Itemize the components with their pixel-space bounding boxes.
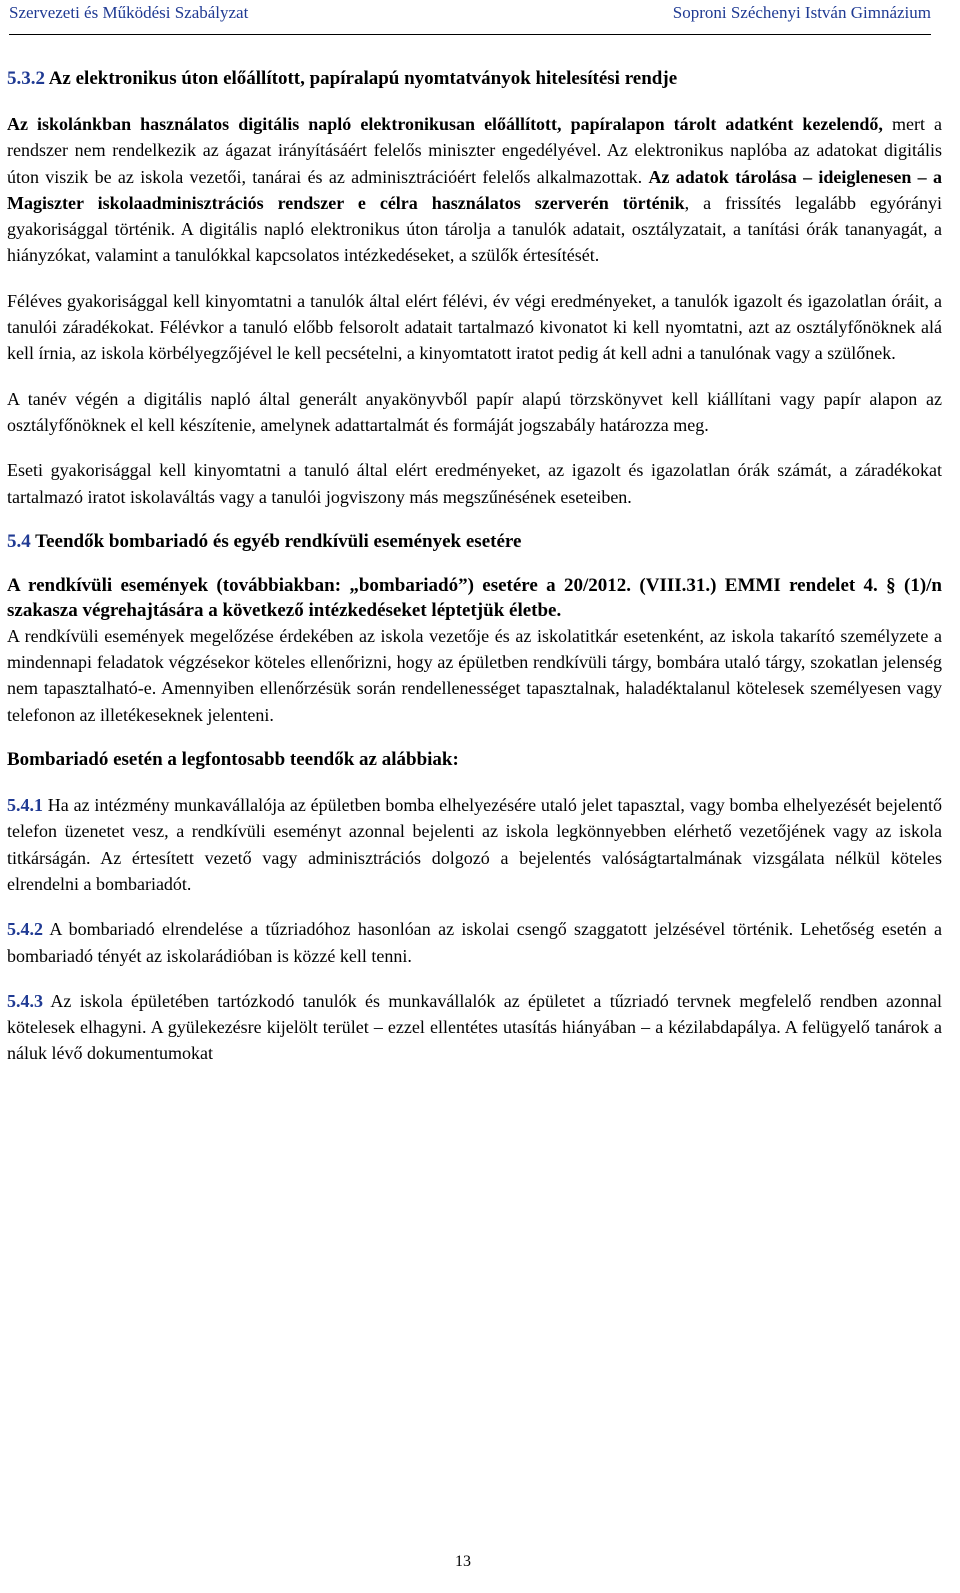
section-number: 5.4 (7, 530, 31, 552)
section-heading-5-3-2 (7, 66, 942, 92)
item-text: Az iskola épületében tartózkodó tanulók és munkavállalók az épületet a tűzriadó tervnek megfelelő rendben azonnal kötelesek elhagyni. A gyülekezésre kijelölt terület – ezzel ellentétes utasítás hiányában – a kézilabdapálya. A felügyelő tanárok a náluk lévő dokumentumokat (7, 990, 942, 1064)
section-title: Teendők bombariadó és egyéb rendkívüli események esetére (30, 530, 522, 552)
list-item (7, 916, 942, 969)
bold-phrase: Az iskolánkban használatos digitális napló elektronikusan előállított, papíralapon tárolt adatként kezelendő, (7, 114, 883, 134)
paragraph-occasional-printing: Eseti gyakorisággal kell kinyomtatni a tanuló által elért eredményeket, az igazolt és igazolatlan órák számát, a záradékokat tartalmazó iratot iskolaváltás vagy a tanulói jogviszony más megszűnésének eseteiben. (7, 460, 942, 507)
text-run: mert a rendszer nem rendelkezik az ágazat irányításáért felelős miniszter engedélyével. Az elektronikus naplóba az adatokat digitális úton viszik be az iskola vezetői, tanárai és az adminisztrációért felelős alkalmazottak. (7, 114, 942, 187)
bold-phrase: Az adatok tárolása – ideiglenesen – a Magiszter iskolaadminisztrációs rendszer e célra használatos szerverén történik (7, 166, 942, 213)
section-heading-5-4 (7, 529, 942, 555)
item-text: Ha az intézmény munkavállalója az épületben bomba elhelyezésére utaló jelet tapasztal, vagy bomba elhelyezését bejelentő telefon üzenetet vesz, a rendkívüli eseményt azonnal bejelenti az iskola legkönnyebben elérhető vezetőjének vagy az iskola titkárságán. Az értesített vezető vagy adminisztrációs dolgozó a bejelentés valóságtartalmának vizsgálata nélkül köteles elrendelni a bombariadót. (7, 795, 942, 894)
page-number: 13 (455, 1553, 471, 1570)
page-header (9, 0, 931, 36)
paragraph-year-end: A tanév végén a digitális napló által generált anyakönyvből papír alapú törzskönyvet kell kiállítani vagy papír alapon az osztályfőnöknek el kell készítenie, amelynek adattartalmát és formáját jogszabály határozza meg. (7, 388, 942, 435)
lead-decree-statement: A rendkívüli események (továbbiakban: „bombariadó”) esetére a 20/2012. (VIII.31.) EMMI rendelet 4. § (1)/n szakasza végrehajtására a következő intézkedéseket léptetjük életbe. (7, 574, 942, 621)
item-text: A bombariadó elrendelése a tűzriadóhoz hasonlóan az iskolai csengő szaggatott jelzésével történik. Lehetőség esetén a bombariadó tényét az iskolarádióban is közzé kell tenni. (7, 919, 942, 966)
section-title: Az elektronikus úton előállított, papíralapú nyomtatványok hitelesítési rendje (45, 68, 678, 89)
item-number: 5.4.1 (7, 795, 43, 816)
header-divider (9, 34, 931, 35)
header-document-title: Szervezeti és Működési Szabályzat (9, 3, 249, 22)
item-number: 5.4.3 (7, 990, 43, 1011)
paragraph-digital-diary (7, 111, 942, 269)
text-run: , a frissítés legalább egyórányi gyakorisággal történik. A digitális napló elektronikus úton tárolja a tanulók adatait, osztályzatait, a tanítási órák tananyagát, a hiányzókat, valamint a tanulókkal kapcsolatos intézkedéseket, a szülők értesítését. (7, 192, 942, 266)
list-item (7, 988, 942, 1067)
list-item (7, 792, 942, 897)
page-content (7, 66, 942, 1086)
subheading-bomb-alert: Bombariadó esetén a legfontosabb teendők az alábbiak: (7, 749, 459, 771)
header-school-name: Soproni Széchenyi István Gimnázium (672, 3, 931, 22)
section-number: 5.3.2 (7, 68, 45, 89)
paragraph-semester-printing: Féléves gyakorisággal kell kinyomtatni a tanulók által elért félévi, év végi eredményeket, a tanulók igazolt és igazolatlan óráit, a tanulói záradékokat. Félévkor a tanuló előbb felsorolt adatait tartalmazó kivonatot ki kell nyomtatni, azt az osztályfőnöknek alá kell írnia, az iskola körbélyegzőjével le kell pecsételni, a kinyomtatott iratot pedig át kell adni a tanulónak vagy a szülőnek. (7, 290, 942, 364)
paragraph-prevention: A rendkívüli események megelőzése érdekében az iskola vezetője és az iskolatitkár esetenként, az iskola takarító személyzete a mindennapi feladatok végzésekor köteles ellenőrizni, hogy az épületben rendkívüli tárgy, bombára utaló tárgy, szokatlan jelenség nem tapasztalható-e. Amennyiben ellenőrzésük során rendellenességet tapasztalnak, haladéktalanul kötelesek személyesen vagy telefonon az illetékeseknek jelenteni. (7, 625, 942, 725)
item-number: 5.4.2 (7, 919, 43, 940)
